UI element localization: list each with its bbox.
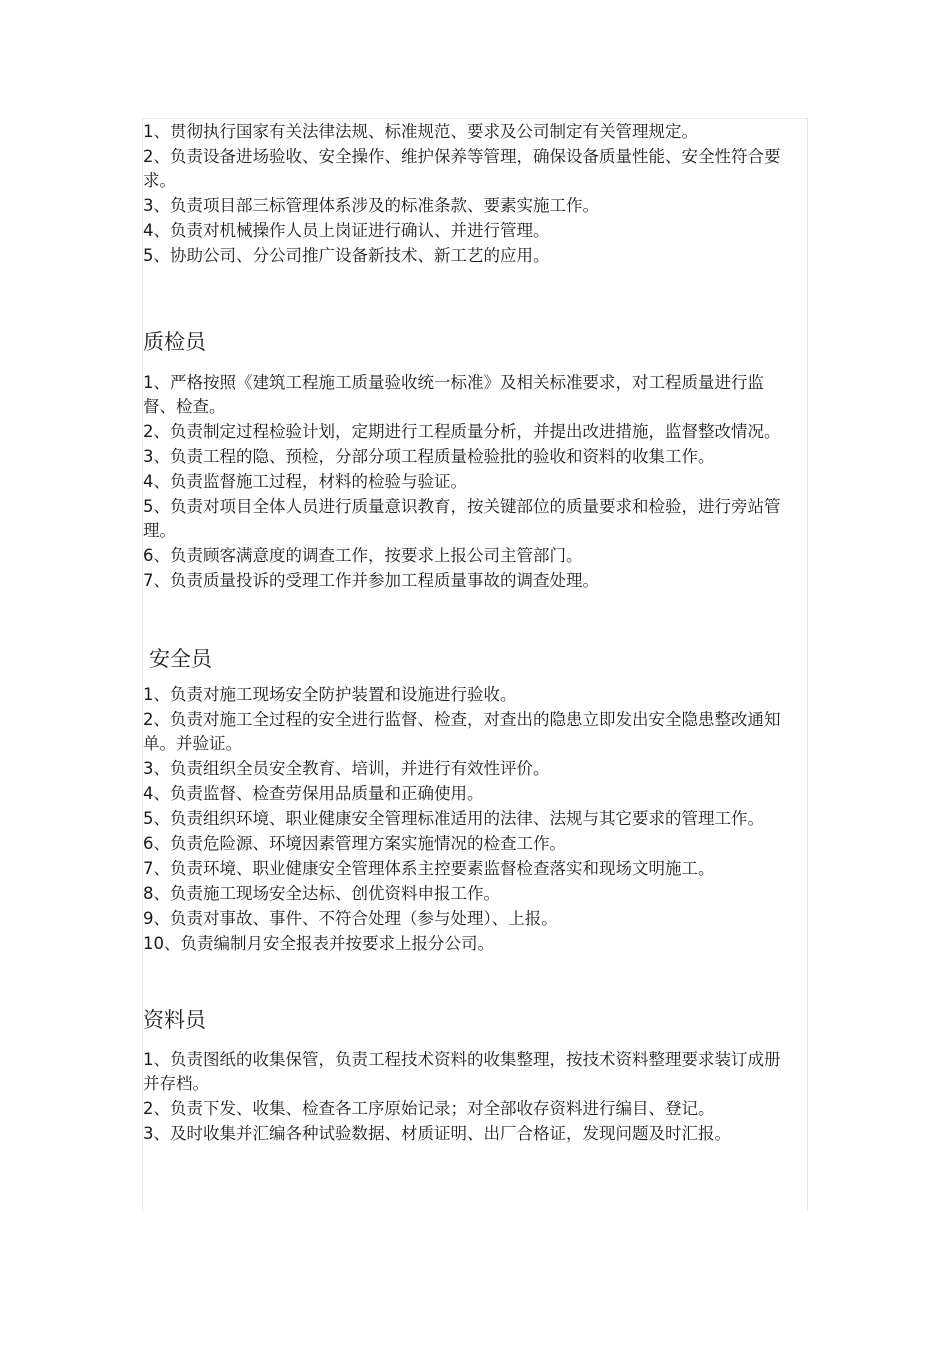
section-heading: 安全员 — [149, 647, 212, 671]
list-item: 3、及时收集并汇编各种试验数据、材质证明、出厂合格证，发现问题及时汇报。 — [143, 1124, 731, 1143]
list-item: 7、负责质量投诉的受理工作并参加工程质量事故的调查处理。 — [143, 571, 599, 590]
list-item: 1、负责对施工现场安全防护装置和设施进行验收。 — [143, 685, 517, 704]
section-heading: 资料员 — [143, 1008, 206, 1032]
list-item: 4、负责监督、检查劳保用品质量和正确使用。 — [143, 784, 484, 803]
document-body — [143, 120, 783, 1146]
section-document-clerk — [143, 1006, 783, 1146]
list-item: 2、负责制定过程检验计划，定期进行工程质量分析，并提出改进措施，监督整改情况。 — [143, 422, 781, 441]
list-item: 8、负责施工现场安全达标、创优资料申报工作。 — [143, 884, 500, 903]
list-item: 2、负责对施工全过程的安全进行监督、检查，对查出的隐患立即发出安全隐患整改通知单。并验证。 — [143, 710, 781, 753]
list-item: 2、负责设备进场验收、安全操作、维护保养等管理，确保设备质量性能、安全性符合要求。 — [143, 147, 781, 190]
section-quality-inspector — [143, 328, 783, 593]
list-item: 7、负责环境、职业健康安全管理体系主控要素监督检查落实和现场文明施工。 — [143, 859, 715, 878]
list-item: 3、负责项目部三标管理体系涉及的标准条款、要素实施工作。 — [143, 196, 599, 215]
section-equipment — [143, 120, 783, 268]
list-item: 5、负责对项目全体人员进行质量意识教育，按关键部位的质量要求和检验，进行旁站管理。 — [143, 497, 781, 540]
list-item: 4、负责监督施工过程，材料的检验与验证。 — [143, 472, 467, 491]
list-item: 2、负责下发、收集、检查各工序原始记录；对全部收存资料进行编目、登记。 — [143, 1099, 715, 1118]
section-safety-officer — [143, 645, 783, 956]
section-heading: 质检员 — [143, 330, 206, 354]
list-item: 5、协助公司、分公司推广设备新技术、新工艺的应用。 — [143, 246, 550, 265]
list-item: 3、负责工程的隐、预检，分部分项工程质量检验批的验收和资料的收集工作。 — [143, 447, 715, 466]
list-item: 1、严格按照《建筑工程施工质量验收统一标准》及相关标准要求，对工程质量进行监督、检查。 — [143, 373, 764, 416]
list-item: 9、负责对事故、事件、不符合处理（参与处理）、上报。 — [143, 909, 558, 928]
list-item: 1、负责图纸的收集保管，负责工程技术资料的收集整理，按技术资料整理要求装订成册并存档。 — [143, 1050, 781, 1093]
list-item: 5、负责组织环境、职业健康安全管理标准适用的法律、法规与其它要求的管理工作。 — [143, 809, 764, 828]
list-item: 1、贯彻执行国家有关法律法规、标准规范、要求及公司制定有关管理规定。 — [143, 122, 698, 141]
list-item: 10、负责编制月安全报表并按要求上报分公司。 — [143, 934, 494, 953]
list-item: 3、负责组织全员安全教育、培训，并进行有效性评价。 — [143, 759, 550, 778]
list-item: 6、负责顾客满意度的调查工作，按要求上报公司主管部门。 — [143, 546, 583, 565]
list-item: 4、负责对机械操作人员上岗证进行确认、并进行管理。 — [143, 221, 550, 240]
list-item: 6、负责危险源、环境因素管理方案实施情况的检查工作。 — [143, 834, 566, 853]
